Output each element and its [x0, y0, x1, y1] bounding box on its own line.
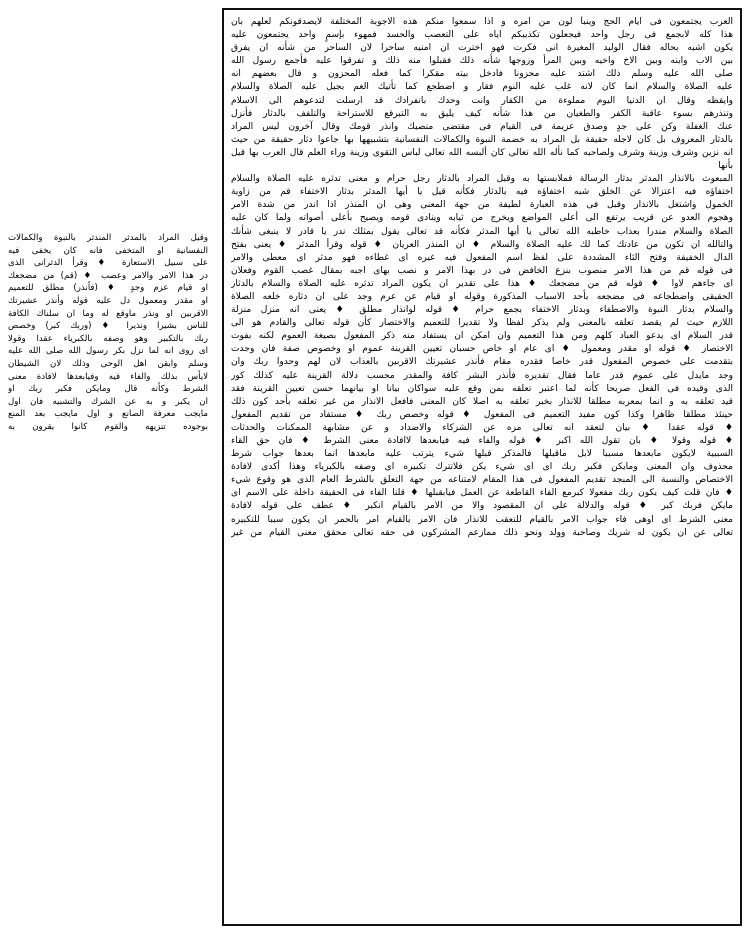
main-text-line: والسلام بدثار النبوة والاصطفاء وبدثار الاختفاء بجمع حرام ♦ قوله لوانذار مطلق ♦ يعنى انه منزل منزلة	[231, 305, 733, 316]
main-text-line: ♦ فان قلت كيف يكون ربك مفعولا كبرمع الفاء القاطعة عن العمل فيابقبلها ♦ قلنا الفاء فى الحقيقة داخلة على الاسم اى	[231, 488, 733, 499]
margin-text-line: وقيل المراد بالمدثر المندثر بالنبوة والكمالات	[8, 233, 208, 243]
margin-text-line: او مقدر ومعمول دل عليه قوله وأنذر عشيرتك	[8, 295, 208, 306]
main-text-line: السببية لايكون مابعدها مسببا لابل ماقبلها فالمذكر قبلها شيء يترتب عليه مابعدها انما بعدها جواب شرط	[231, 449, 733, 460]
main-text-body	[231, 16, 733, 918]
margin-text-line: النفسانية او المتخفى فانه كان يخفى فيه	[8, 245, 208, 256]
main-text-line: والتالله ان تكون من عادتك كما لك عليه الصلاة والسلام ♦ ان المنذر العريان ♦ قوله وقرأ المدثر ♦ يعنى بفتح	[231, 239, 733, 250]
margin-text-line: الشرط وكأنه قال ومايكن فكبر ربك او	[8, 384, 208, 395]
margin-text-line: ان يكبر و به عن الشرك والتشبيه فان اول	[8, 396, 208, 407]
margin-text-line: لايأس بذلك والفاء فيه وفيابعدها لافادة معنى	[8, 371, 208, 382]
main-text-line: اللازم حيث لم يقصد تعلقه بالمعنى ولم يذكر لفظا ولا تقديرا للتعميم والاختصار كأن قوله تعالى والقادم هو الى	[231, 318, 733, 329]
main-text-line: قدر السلام اى يدعو العباد كلهم ومن هذا التعميم وان امكن ان يستفاد منه ذكر المفعول بصيغة العموم لكنه بفوت	[231, 331, 733, 342]
margin-text-line: ربك بالتكبير وهو وصفه بالكبرياء عقدا وقولا	[8, 333, 208, 344]
margin-text-line: للناس بشيرا ونذيرا ♦ (وربك كبر) وخصص	[8, 321, 208, 332]
main-text-line: الصلاة والسلام مندرا بعذاب خاطبه الله تعالى يا أيها المدثر فكأنه قد تعالى يقول بمثلك ندر يا قادر لا ينبغى شأنك	[231, 226, 733, 237]
margin-text-line: در هذا الامر والامر وعصب ♦ (قم) من مضجعك	[8, 270, 208, 281]
main-text-line: محذوف وان المعنى ومايكن فكبر ربك اى اى شيء يكن فلاتترك تكبيره اى وصفه بالكبرياء وهذا أكدى لافادة	[231, 462, 733, 473]
main-text-line: الدال الخفيفة وفتح الثاء المشددة على لفظ اسم المفعول فيه غيره اى غطاءه فهو مدثر اى معطى والامر	[231, 252, 733, 263]
main-text-line: وتنذرهم بسوء عاقبة الكفر والطغيان من هذا شأنه كيف يليق به التبرقع للاستراحة والتلفف بالدثار فأنزل	[231, 108, 733, 119]
main-text-line: وجد مايدل على عموم قدر عاما فقال تقديره فأنذر البشر كافة والمقدر محسب دلالة القرينة عليه كذلك كور	[231, 370, 733, 381]
main-text-line: وايقظه وقال ان الدنيا اليوم مملوءة من الكفار وانت وحدك بانفرادك قد ارسلت لتدعوهم الى الاسلام	[231, 95, 733, 106]
margin-text-line: بوجوده تنزيهه والقوم كانوا يقرون به	[8, 421, 208, 432]
main-text-line: عنك الغفلة وكن على جدٍ وصدق عزيمة فى القيام فى مقتضى منصبك وانذر قومك وقال آخرون ليس المراد	[231, 121, 733, 132]
main-text-frame	[222, 8, 742, 926]
main-text-line: عليه الصلاة والسلام انما كان لانه غلب عليه النوم فقار و اضطجع كما تأتيك الغم بجيل عليه الصلاة والسلام	[231, 82, 733, 93]
main-text-line: اختفاؤه فيه اعتزالا عن الخلق شبه اختفاؤه فيه بالدثار فكأنه قيل يا أيها المدثر بدثار الاختفاء قم من زاوية	[231, 187, 733, 198]
main-text-line: الاختصاص والنسبة الى المبجد تقديم المفعول فى هذا المقام لامتناعه من جهة التعلق بالشرط العام الذى هو وقوع شيء	[231, 475, 733, 486]
main-text-line: حينئذ مطلقا ظاهرا وكذا كون مفيد التعميم فى المفعول ♦ قوله وخصص ربك ♦ مستفاد من تقديم المفعول	[231, 409, 733, 420]
main-text-line: فى قوله قم من هذا الامر منصوب بنزع الخافض فى در بهذا الامر و نصب بهاى اجبه بمقال غصب القوم وفعلان	[231, 265, 733, 276]
main-text-line: ♦ قوله عقدا ♦ بيان لتعقد انه تعالى مزه عن الشركاء والاضداد و عن مشابهة الممكنات والحدثات	[231, 422, 733, 433]
main-text-line: قيد تعلقه به و انما بمعربه مطلقا للانذار بخبر تعلقه به اصلا كان المعنى فافعل الانذار من غير تعلقه بأحد كون ذلك	[231, 396, 733, 407]
main-text-line: بتقدمت على خصوص المفعول قدر خاصا فقدره مقام فأنذر عشيرتك الاقربين بالعذاب لان لهم وحدوا ربك وان	[231, 357, 733, 368]
main-text-line: الذى وقيده فى الفعل صريحا كأنه لما اعتبر تعلقه بمن وقع عليه سواكان بيانا او بيانهما حسن تعيين القرينة فقد	[231, 383, 733, 394]
margin-text-line: على سبيل الاستعارة ♦ وقرأ الدثرانى الذى	[8, 258, 208, 269]
main-text-line: ♦ قوله وقولا ♦ بان تقول الله اكبر ♦ قوله والفاء فيه فيابعدها لاافادة معنى الشرط ♦ فان حق القاء	[231, 436, 733, 446]
main-text-line: صلى الله عليه وسلم ذلك اشتد عليه محزونا فادخل بيته مقكرا كما فعله المحزون و قال بعضهم انه	[231, 69, 733, 80]
main-text-line: تعالى عن ان يكون له شريك وصاحبة وولد ونحو ذلك ممازعم المشركون فى حقه تعالى محقق معنى القيام من غير	[231, 527, 733, 538]
margin-text-line: اى روى انه لما نزل بكر رسول الله صلى الله عليه	[8, 346, 208, 357]
main-text-line: بين الاب وابنه وبين الاخ واخيه وبين المرأ وزوجها شأنه ذلك فقبلوا منه ذلك و تفرقوا عليه فأجمع رسول الله	[231, 56, 733, 67]
main-text-line: العرب يجتمعون فى ايام الحج وينبأ لون من امره و اذا سمعوا منكم هذه الاجوبة المختلفة لايصدقونكم لعلهم بان	[231, 17, 733, 27]
main-text-line: معنى الشرط اى اوهى فاء جواب الامر بالقيام للتعقب للانذار فان الامر بالقيام امر بالحمر ان يكون سببا للتكبيره	[231, 514, 733, 525]
margin-text-line: مايجب معرفة الصانع و اول مايجب بعد المنع	[8, 409, 208, 420]
main-text-line: الخمول واشتغل بالانذار وقبل فى هذه العبارة لطيفة من جهة المعنى وهى ان المنذر اذا اندر من شدة الامر	[231, 200, 733, 211]
main-text-line: يكون اشبه بحاله فقال الوليد المغيرة انى فكرت فهو اخترت ان امنيه ساحرا لان الساحر من شأنه ان يفرق	[231, 43, 733, 54]
main-text-line: الاختصار ♦ قوله او مقدر ومعمول ♦ اى عام او خاص حسبان تعيين القرينة عموم او وخصوص صفة فان وجدت	[231, 344, 733, 355]
margin-text-line: او قيام عزم وجدٍ ♦ (فأنذر) مطلق للتعميم	[8, 283, 208, 294]
margin-text-line: الاقربين او ونذر ماوقع له وما ان سلناك الكافة	[8, 308, 208, 319]
main-text-line: هذا كله لابجمع فى رجل واحد فيجعلون تكذيبكم اياه على التعصب والحسد فمهوء بإسمٍ واحد يجتمعون عليه	[231, 30, 733, 41]
main-text-line: المبعوث بالانذار المدثر بدثار الرسالة فملابستها به وقبل المراد بالدثار رجل حرام و معنى تدثره عليه الصلاة والسلام	[231, 174, 733, 185]
margin-gloss-column	[8, 232, 208, 712]
main-text-line: اى جاءهم لاوا ♦ قوله قم من مضجعك ♦ هذا على تقدير ان يكون المراد تدثره عليه الصلاة والسلام بالدثار	[231, 278, 733, 289]
margin-text-body	[8, 232, 208, 434]
main-text-line: الحقيقى واضطجاعه فى مضجعه بأحد الاسباب المذكورة وقوله او قيام عن عرم وجد على ان دثاره خلعه الصلاة	[231, 291, 733, 302]
main-text-line: انه نزين وشرف وزينة وشرف ولصاحبه كما نأله الله تعالى كان ألبسه الله تعالى لباس التقوى وزينة وراء العلم قال العرب بها قيل بأنها	[231, 147, 733, 172]
main-text-line: وهجوم العدو عن قريب يرتفع الى أعلى المواضع ويخرج من ثيابه وينادى قومه ويصيح بأعلى أصواته ولما كان عليه	[231, 213, 733, 224]
main-text-line: بالدثار المعروف بل كان لاجله حقيقة بل المراد به خضمة النبوة والكمالات النفسانية بتشبيهها بها جاعوا دثار حقيقة من حيث	[231, 134, 733, 145]
main-text-line: مايكن فربك كبر ♦ قوله والدلالة على ان المقصود والا من الامر بالقيام انكبر ♦ عطف على قوله لافادة	[231, 501, 733, 512]
margin-text-line: وسلم وايقن اهل الوحى وذلك لان الشيطان	[8, 358, 208, 369]
